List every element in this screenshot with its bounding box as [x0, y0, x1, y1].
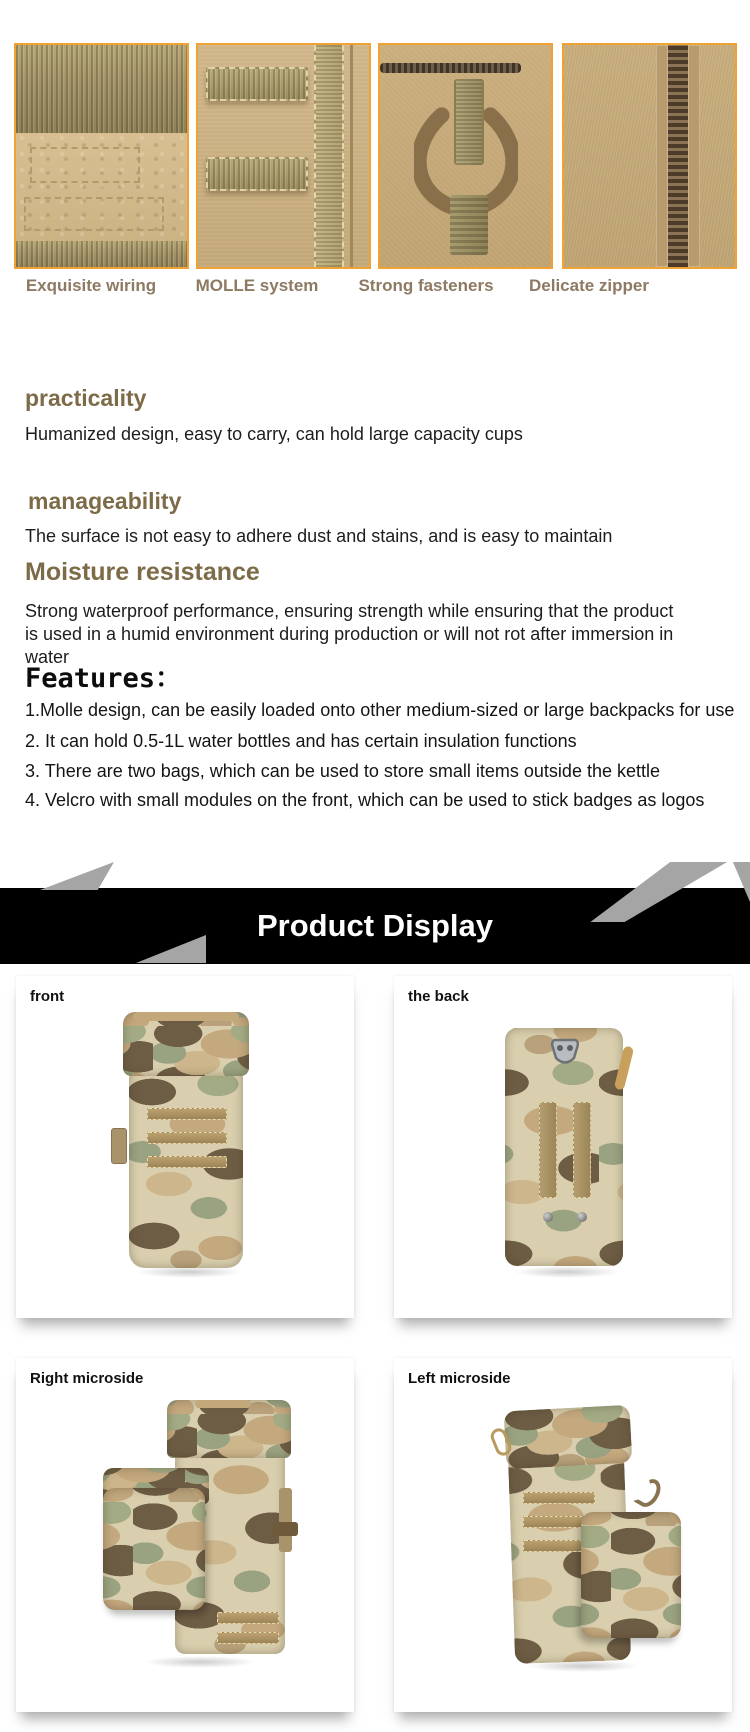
photo-caption: Exquisite wiring [25, 276, 157, 295]
section-heading-manageability: manageability [28, 488, 182, 514]
hook-clip-icon [633, 1475, 665, 1511]
pouch-left-side-photo [453, 1396, 673, 1688]
side-pocket [103, 1488, 205, 1610]
card-label: the back [408, 988, 469, 1005]
pouch-lid [123, 1012, 249, 1076]
display-card-right-side [16, 1358, 354, 1712]
section-body-manageability: The surface is not easy to adhere dust and stains, and is easy to maintain [25, 526, 613, 546]
feature-photo-fastener [378, 43, 553, 269]
zipper-closeup-icon [564, 45, 735, 267]
photo-shadow [125, 1654, 275, 1670]
zipper-edge [380, 63, 521, 73]
zipper-teeth [668, 45, 688, 267]
side-pocket [581, 1512, 681, 1638]
feature-list-item: 3. There are two bags, which can be used to store small items outside the kettle [25, 761, 661, 781]
feature-list-item: 2. It can hold 0.5-1L water bottles and has certain insulation functions [25, 731, 577, 751]
feature-photo-zipper [562, 43, 737, 269]
snap-rivet [543, 1212, 553, 1222]
photo-caption: Strong fasteners [358, 276, 494, 295]
snap-rivet [577, 1212, 587, 1222]
display-card-back [394, 976, 732, 1318]
molle-straps-closeup-icon [198, 45, 369, 267]
zipper-tape [656, 45, 668, 267]
seam-line [350, 45, 353, 267]
side-strap [279, 1488, 292, 1552]
pouch-back-photo [453, 1010, 673, 1292]
carabiner-clip-icon [549, 1036, 581, 1072]
molle-strap [147, 1156, 227, 1168]
feature-list-item: 4. Velcro with small modules on the front, which can be used to stick badges as logos [25, 790, 705, 810]
molle-strap [147, 1132, 227, 1144]
pouch-front-photo [75, 1010, 295, 1292]
display-card-left-side [394, 1358, 732, 1712]
feature-photo-wiring [14, 43, 189, 269]
side-strap [111, 1128, 127, 1164]
stitch-line [24, 197, 164, 231]
section-heading-moisture: Moisture resistance [25, 558, 260, 586]
card-label: Left microside [408, 1370, 511, 1387]
molle-strap [206, 157, 308, 191]
webbing-velcro-closeup-icon [16, 45, 187, 267]
molle-strap [573, 1102, 591, 1198]
product-display-banner [0, 858, 750, 970]
photo-caption: MOLLE system [195, 276, 319, 295]
feature-photo-molle [196, 43, 371, 269]
webbing-loop [450, 195, 488, 255]
section-body-moisture: Strong waterproof performance, ensuring strength while ensuring that the product is used in a humid environment during production or will not rot after immersion in water [25, 601, 674, 667]
banner-title: Product Display [257, 908, 493, 943]
photo-shadow [497, 1264, 637, 1280]
webbing-band [16, 241, 187, 269]
d-ring-fastener-closeup-icon [380, 45, 551, 267]
banner-decor-triangle [40, 862, 114, 890]
buckle [273, 1522, 298, 1536]
pouch-right-side-photo [75, 1396, 295, 1688]
photo-caption: Delicate zipper [529, 276, 649, 295]
molle-strap [147, 1108, 227, 1120]
stitch-line [30, 147, 140, 183]
webbing-band [16, 45, 187, 133]
features-heading: Features： [25, 663, 183, 694]
pouch-lid [504, 1405, 633, 1470]
molle-strap [523, 1492, 595, 1504]
section-heading-practicality: practicality [25, 385, 147, 411]
molle-strap [539, 1102, 557, 1198]
display-card-front [16, 976, 354, 1318]
molle-strap [206, 67, 308, 101]
pouch-lid [167, 1400, 291, 1458]
molle-strap [217, 1612, 279, 1624]
molle-strap [217, 1632, 279, 1644]
card-label: Right microside [30, 1370, 144, 1387]
card-label: front [30, 988, 65, 1005]
pouch-body [129, 1068, 243, 1268]
section-body-practicality: Humanized design, easy to carry, can hold large capacity cups [25, 424, 523, 444]
vertical-webbing [314, 45, 344, 267]
feature-list-item: 1.Molle design, can be easily loaded onto other medium-sized or large backpacks for use [25, 700, 735, 720]
webbing-loop [454, 79, 484, 165]
zipper-tape [688, 45, 700, 267]
